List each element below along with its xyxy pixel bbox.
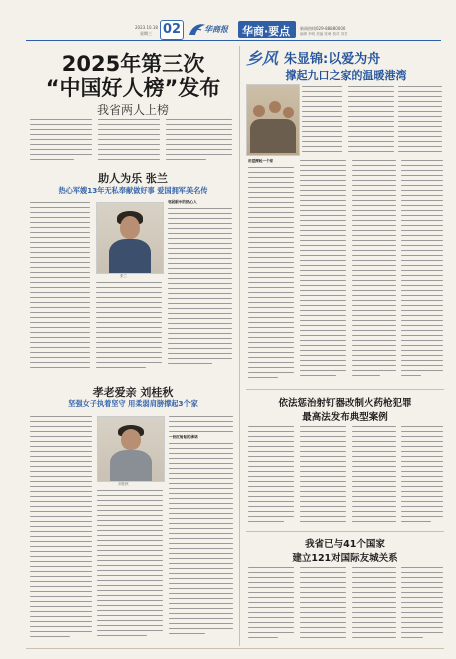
legal-title-line1: 依法惩治射钉器改制火药枪犯罪 (278, 398, 412, 409)
feature-subtitle: 用爱撑起一个家 (248, 159, 274, 163)
feature-title-line1: 朱显锦:以爱为舟 (284, 52, 381, 67)
feature-badge (246, 46, 280, 68)
section-badge (238, 21, 296, 38)
story2-portrait (97, 416, 165, 482)
page-number (160, 20, 184, 40)
issue-date: 2023.10.18 (135, 25, 158, 30)
column-divider (239, 46, 240, 646)
page-bottom-rule (26, 648, 444, 649)
legal-divider (246, 531, 444, 532)
story1-caption: 张兰 (120, 274, 127, 278)
lead-headline-line2: “中国好人榜”发布 (45, 76, 221, 100)
issue-weekday: 星期三 (140, 31, 152, 36)
story1-title: 热心军嫂13年无私奉献做好事 爱国拥军美名传 (58, 186, 208, 195)
page-number-text: 02 (163, 22, 182, 37)
feature-badge-text: 乡风 (246, 49, 279, 68)
legal-title-line2: 最高法发布典型案例 (302, 412, 388, 423)
section-label: 华商·要点 (242, 25, 291, 38)
story2-subtitle: 一份沉甸甸的承诺 (169, 435, 198, 439)
story2-caption: 刘桂秋 (118, 482, 129, 486)
editor-line: 编辑 李明 美编 张萌 校对 刘芳 (300, 32, 348, 36)
feature-divider (246, 389, 444, 390)
story2-title: 坚强女子执着坚守 用柔弱肩膀撑起3个家 (68, 399, 198, 408)
paper-name: 华商报 (204, 24, 228, 34)
feature-title-line2: 撑起九口之家的温暖港湾 (285, 69, 407, 82)
story1-portrait (96, 202, 164, 274)
masthead-rule (26, 40, 441, 41)
story2-kicker: 孝老爱亲 刘桂秋 (92, 386, 174, 399)
lead-subhead: 我省两人上榜 (96, 103, 169, 117)
story1-subtitle: 邻居眼中的热心人 (168, 200, 197, 204)
masthead (0, 0, 456, 40)
lead-headline-line1: 2025年第三次 (61, 52, 205, 76)
friendship-title-line1: 我省已与41个国家 (305, 539, 385, 550)
friendship-title-line2: 建立121对国际友城关系 (292, 553, 398, 564)
hotline: 新闻热线029-88880000 (300, 26, 346, 31)
story1-kicker: 助人为乐 张兰 (98, 172, 168, 185)
family-photo (246, 84, 300, 156)
